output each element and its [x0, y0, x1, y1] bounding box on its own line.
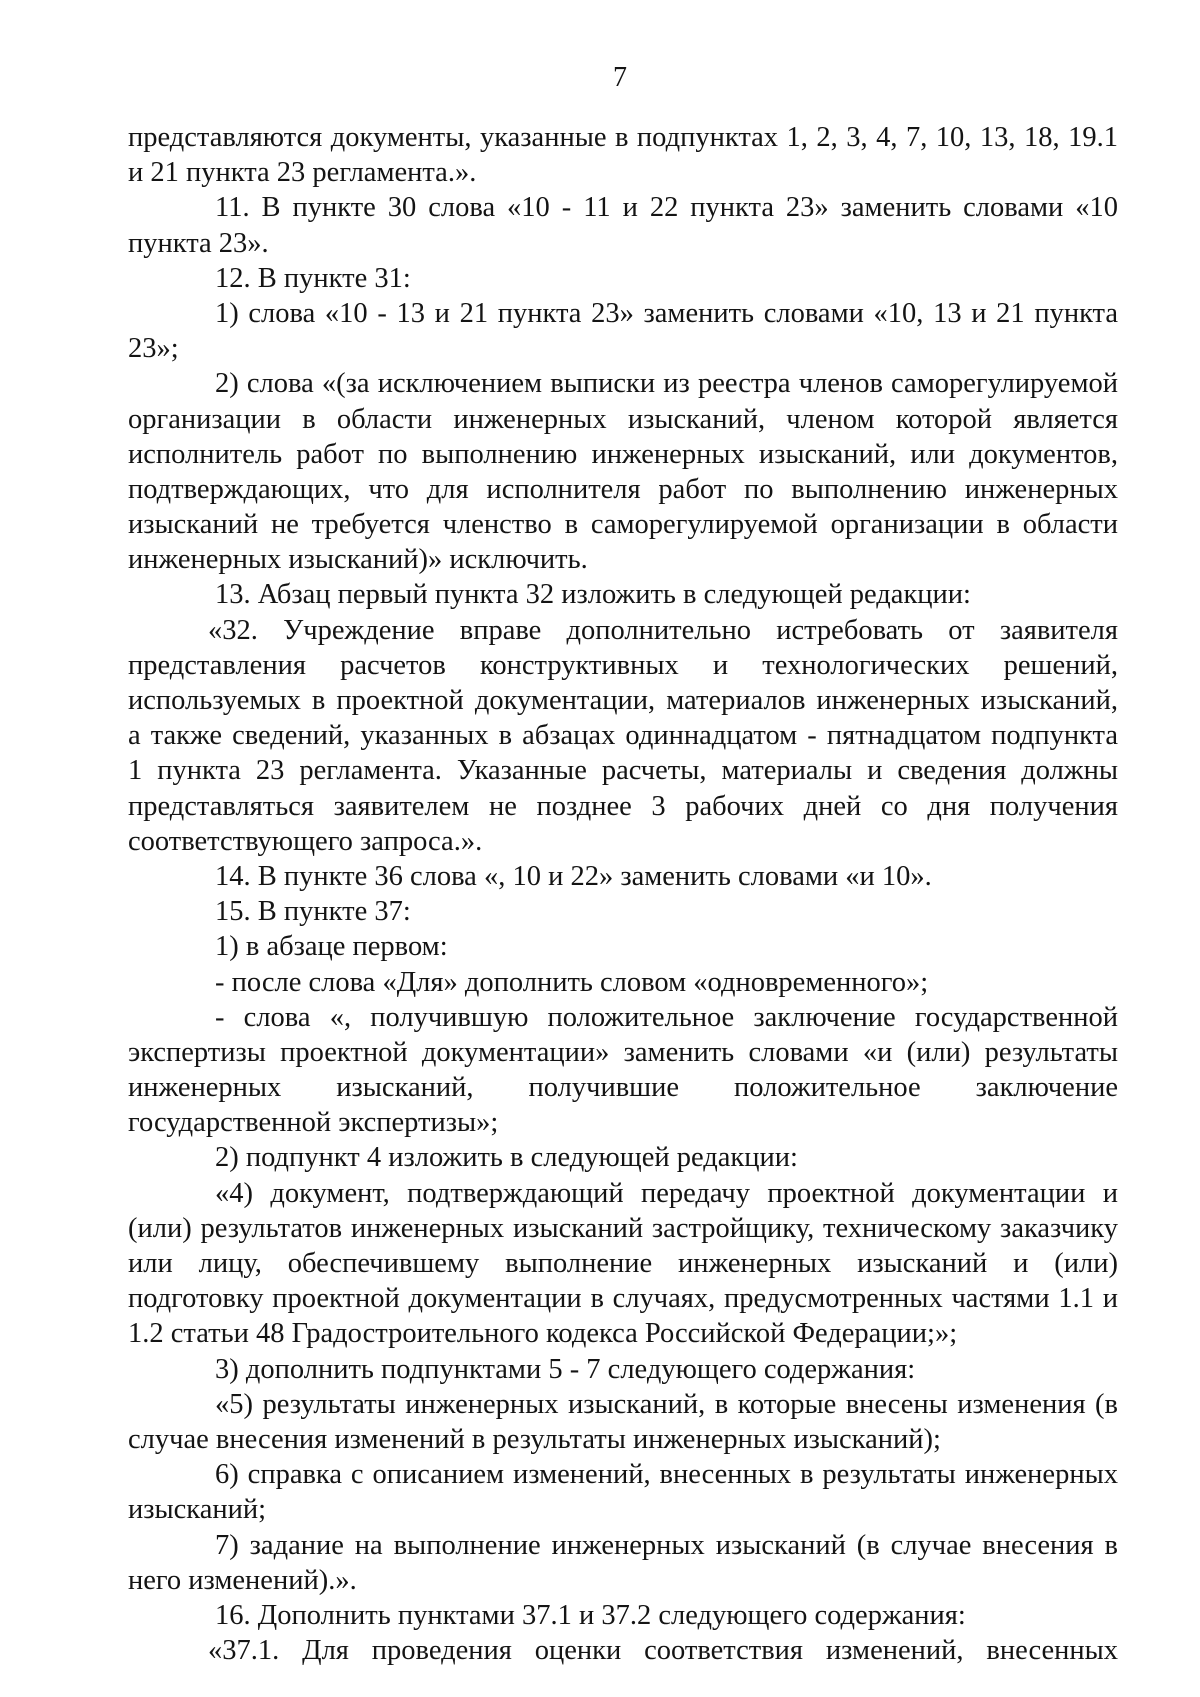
text-line: 11. В пункте 30 слова «10 - 11 и 22 пункта 23» заменить словами «10 [215, 192, 1118, 224]
text-line: организации в области инженерных изысканий, членом которой является [128, 403, 1118, 435]
text-line: исполнитель работ по выполнению инженерных изысканий, или документов, [128, 438, 1118, 470]
text-line: (или) результатов инженерных изысканий застройщику, техническому заказчику [128, 1212, 1118, 1244]
text-line: 3) дополнить подпунктами 5 - 7 следующего содержания: [215, 1353, 916, 1385]
text-line: представляются документы, указанные в подпунктах 1, 2, 3, 4, 7, 10, 13, 18, 19.1 [128, 122, 1118, 153]
text-line: «37.1. Для проведения оценки соответствия изменений, внесенных [208, 1635, 1118, 1667]
text-line: 1) в абзаце первом: [215, 931, 448, 963]
text-line: «32. Учреждение вправе дополнительно истребовать от заявителя [208, 614, 1118, 646]
text-line: представления расчетов конструктивных и технологических решений, [128, 649, 1118, 681]
text-line: и 21 пункта 23 регламента.». [128, 157, 477, 189]
text-line: соответствующего запроса.». [128, 825, 483, 857]
text-line: 6) справка с описанием изменений, внесенных в результаты инженерных [215, 1459, 1118, 1491]
text-line: экспертизы проектной документации» заменить словами «и (или) результаты [128, 1036, 1118, 1068]
page-number: 7 [613, 62, 627, 93]
text-line: него изменений).». [128, 1564, 357, 1596]
document-body [128, 120, 1118, 1668]
text-line: 23»; [128, 333, 179, 365]
text-line: изысканий; [128, 1494, 267, 1526]
text-line: 1 пункта 23 регламента. Указанные расчеты, материалы и сведения должны [128, 755, 1118, 787]
text-line: представляться заявителем не позднее 3 рабочих дней со дня получения [128, 790, 1118, 822]
text-line: - после слова «Для» дополнить словом «одновременного»; [215, 966, 929, 998]
text-line: или лицу, обеспечившему выполнение инженерных изысканий и (или) [128, 1248, 1118, 1279]
text-line: 2) подпункт 4 изложить в следующей редакции: [215, 1142, 798, 1174]
text-line: а также сведений, указанных в абзацах одиннадцатом - пятнадцатом подпункта [128, 720, 1118, 752]
text-line: инженерных изысканий)» исключить. [128, 544, 588, 576]
text-line: пункта 23». [128, 227, 269, 259]
text-line: 2) слова «(за исключением выписки из реестра членов саморегулируемой [215, 368, 1118, 400]
text-line: 7) задание на выполнение инженерных изысканий (в случае внесения в [215, 1529, 1118, 1561]
text-line: изысканий не требуется членство в саморегулируемой организации в области [128, 509, 1118, 541]
text-line: 16. Дополнить пунктами 37.1 и 37.2 следующего содержания: [215, 1599, 966, 1631]
text-line: 12. В пункте 31: [215, 262, 411, 294]
text-line: 14. В пункте 36 слова «, 10 и 22» заменить словами «и 10». [215, 860, 932, 892]
text-line: инженерных изысканий, получившие положительное заключение [128, 1072, 1118, 1104]
text-line: случае внесения изменений в результаты инженерных изысканий); [128, 1423, 941, 1455]
text-line: «5) результаты инженерных изысканий, в которые внесены изменения (в [215, 1388, 1118, 1420]
text-line: 1) слова «10 - 13 и 21 пункта 23» заменить словами «10, 13 и 21 пункта [215, 297, 1118, 329]
text-line: 1.2 статьи 48 Градостроительного кодекса Российской Федерации;»; [128, 1318, 958, 1350]
text-line: государственной экспертизы»; [128, 1107, 499, 1139]
text-line: подготовку проектной документации в случаях, предусмотренных частями 1.1 и [128, 1283, 1118, 1315]
text-line: 13. Абзац первый пункта 32 изложить в следующей редакции: [215, 579, 971, 611]
text-line: - слова «, получившую положительное заключение государственной [215, 1001, 1118, 1033]
text-line: «4) документ, подтверждающий передачу проектной документации и [215, 1177, 1118, 1209]
text-line: используемых в проектной документации, материалов инженерных изысканий, [128, 685, 1118, 716]
text-line: 15. В пункте 37: [215, 896, 411, 928]
text-line: подтверждающих, что для исполнителя работ по выполнению инженерных [128, 473, 1118, 505]
